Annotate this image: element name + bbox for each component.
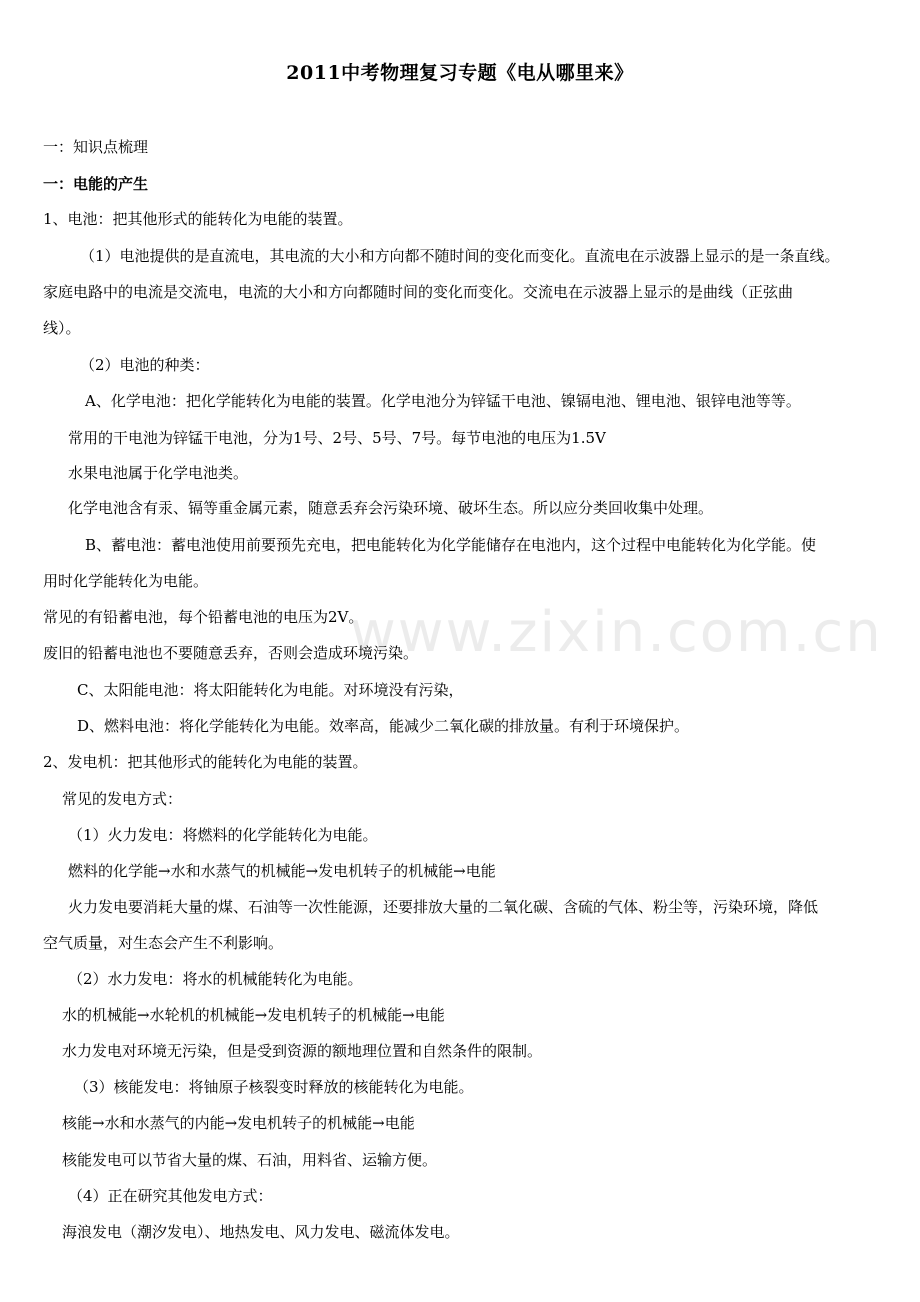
paragraph-line: C、太阳能电池：将太阳能转化为电能。对环境没有污染， xyxy=(77,681,464,699)
paragraph-line: A、化学电池：把化学能转化为电能的装置。化学电池分为锌锰干电池、镍镉电池、锂电池、银锌电池等等。 xyxy=(85,392,801,410)
paragraph-line: （3）核能发电：将铀原子核裂变时释放的核能转化为电能。 xyxy=(74,1078,474,1096)
paragraph-line: （2）电池的种类： xyxy=(80,356,210,374)
section-heading: 一：知识点梳理 xyxy=(43,138,149,156)
paragraph-line: D、燃料电池：将化学能转化为电能。效率高，能减少二氧化碳的排放量。有利于环境保护。 xyxy=(77,717,690,735)
paragraph-line: 常见的有铅蓄电池，每个铅蓄电池的电压为2V。 xyxy=(43,608,364,626)
paragraph-line: 常用的干电池为锌锰干电池，分为1号、2号、5号、7号。每节电池的电压为1.5V xyxy=(68,429,606,447)
paragraph-line: 水果电池属于化学电池类。 xyxy=(68,464,249,482)
paragraph-line: 用时化学能转化为电能。 xyxy=(43,572,209,590)
paragraph-line: 核能→水和水蒸气的内能→发电机转子的机械能→电能 xyxy=(62,1114,415,1132)
paragraph-line: 家庭电路中的电流是交流电，电流的大小和方向都随时间的变化而变化。交流电在示波器上显示的是曲线（正弦曲 xyxy=(43,283,794,301)
paragraph-line: 废旧的铅蓄电池也不要随意丢弃，否则会造成环境污染。 xyxy=(43,644,419,662)
paragraph-line: 1、电池：把其他形式的能转化为电能的装置。 xyxy=(43,210,353,228)
paragraph-line: 线）。 xyxy=(43,319,81,337)
paragraph-line: 核能发电可以节省大量的煤、石油，用料省、运输方便。 xyxy=(62,1151,438,1169)
paragraph-line: 空气质量，对生态会产生不利影响。 xyxy=(43,934,284,952)
paragraph-line: （4）正在研究其他发电方式： xyxy=(68,1187,273,1205)
watermark: www.zixin.com.cn xyxy=(350,600,883,665)
paragraph-line: 常见的发电方式： xyxy=(62,790,183,808)
paragraph-line: 水的机械能→水轮机的机械能→发电机转子的机械能→电能 xyxy=(62,1006,445,1024)
subsection-heading: 一：电能的产生 xyxy=(43,175,149,193)
paragraph-line: 海浪发电（潮汐发电）、地热发电、风力发电、磁流体发电。 xyxy=(62,1223,460,1241)
paragraph-line: 水力发电对环境无污染，但是受到资源的额地理位置和自然条件的限制。 xyxy=(62,1042,543,1060)
paragraph-line: 燃料的化学能→水和水蒸气的机械能→发电机转子的机械能→电能 xyxy=(68,862,496,880)
paragraph-line: 化学电池含有汞、镉等重金属元素，随意丢弃会污染环境、破坏生态。所以应分类回收集中处理。 xyxy=(68,499,714,517)
paragraph-line: （1）火力发电：将燃料的化学能转化为电能。 xyxy=(68,826,378,844)
paragraph-line: （2）水力发电：将水的机械能转化为电能。 xyxy=(68,970,363,988)
document-title: 2011中考物理复习专题《电从哪里来》 xyxy=(286,62,634,84)
paragraph-line: B、蓄电池：蓄电池使用前要预先充电，把电能转化为化学能储存在电池内，这个过程中电能转化为化学能。使 xyxy=(85,536,817,554)
paragraph-line: 火力发电要消耗大量的煤、石油等一次性能源，还要排放大量的二氧化碳、含硫的气体、粉尘等，污染环境，降低 xyxy=(68,898,819,916)
paragraph-line: 2、发电机：把其他形式的能转化为电能的装置。 xyxy=(43,753,368,771)
paragraph-line: （1）电池提供的是直流电，其电流的大小和方向都不随时间的变化而变化。直流电在示波器上显示的是一条直线。 xyxy=(80,247,840,265)
